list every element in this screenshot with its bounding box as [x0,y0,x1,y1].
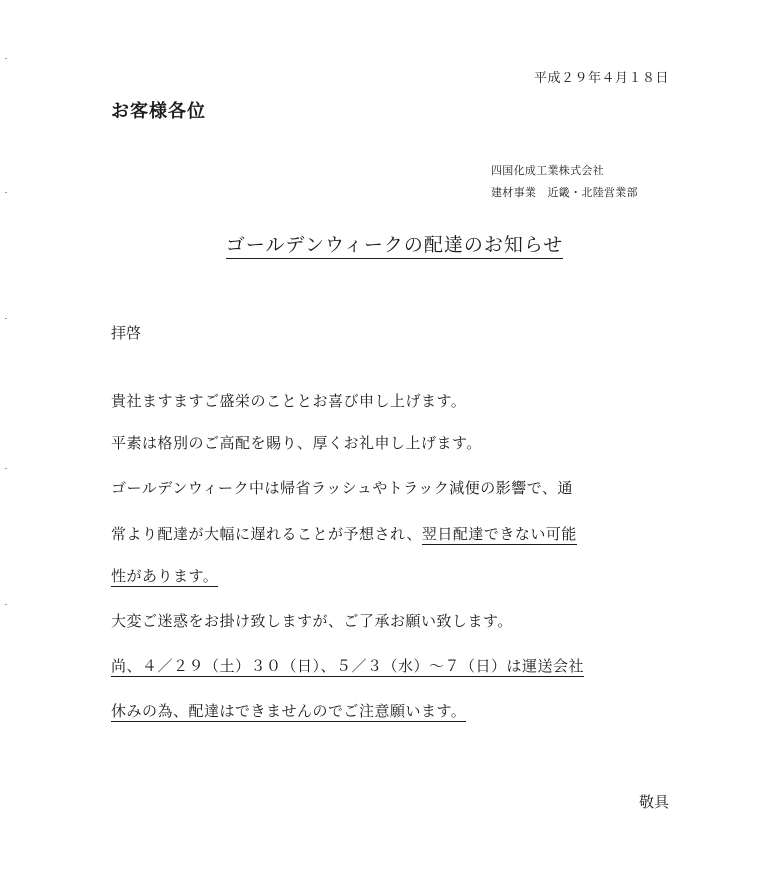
document-date: 平成２９年４月１８日 [533,71,669,86]
sender-company: 四国化成工業株式会社 [491,164,604,177]
body-paragraph-3-line-2-plain: 常より配達が大幅に遅れることが予想され、 [111,525,422,543]
body-paragraph-3-line-1: ゴールデンウィーク中は帰省ラッシュやトラック減便の影響で、通 [111,479,574,497]
notice-title-text: ゴールデンウィークの配達のお知らせ [226,234,564,259]
body-paragraph-5-line-2 [111,700,466,721]
body-paragraph-5-line-2-underlined: 休みの為、配達はできませんのでご注意願います。 [111,702,467,720]
body-paragraph-5-line-1-underlined: 尚、４／２９（土）３０（日）、５／３（水）～７（日）は運送会社 [111,657,585,675]
body-paragraph-3-line-2 [111,523,577,544]
body-paragraph-1: 貴社ますますご盛栄のこととお喜び申し上げます。 [111,392,467,410]
body-paragraph-3-line-2-underlined: 翌日配達できない可能 [421,525,577,543]
body-paragraph-3-line-3 [111,565,218,586]
notice-title [0,230,777,257]
sender-block [491,160,638,204]
body-paragraph-3-line-3-underlined: 性があります。 [111,567,219,585]
recipient-salutation: お客様各位 [111,101,206,122]
sender-department: 建材事業 近畿・北陸営業部 [491,186,638,199]
body-paragraph-5-line-1 [111,655,584,676]
opening-greeting: 拝啓 [111,324,142,342]
body-paragraph-2: 平素は格別のご高配を賜り、厚くお礼申し上げます。 [111,434,482,452]
body-paragraph-4: 大変ご迷惑をお掛け致しますが、ご了承お願い致します。 [111,612,513,630]
closing-phrase: 敬具 [638,793,669,811]
